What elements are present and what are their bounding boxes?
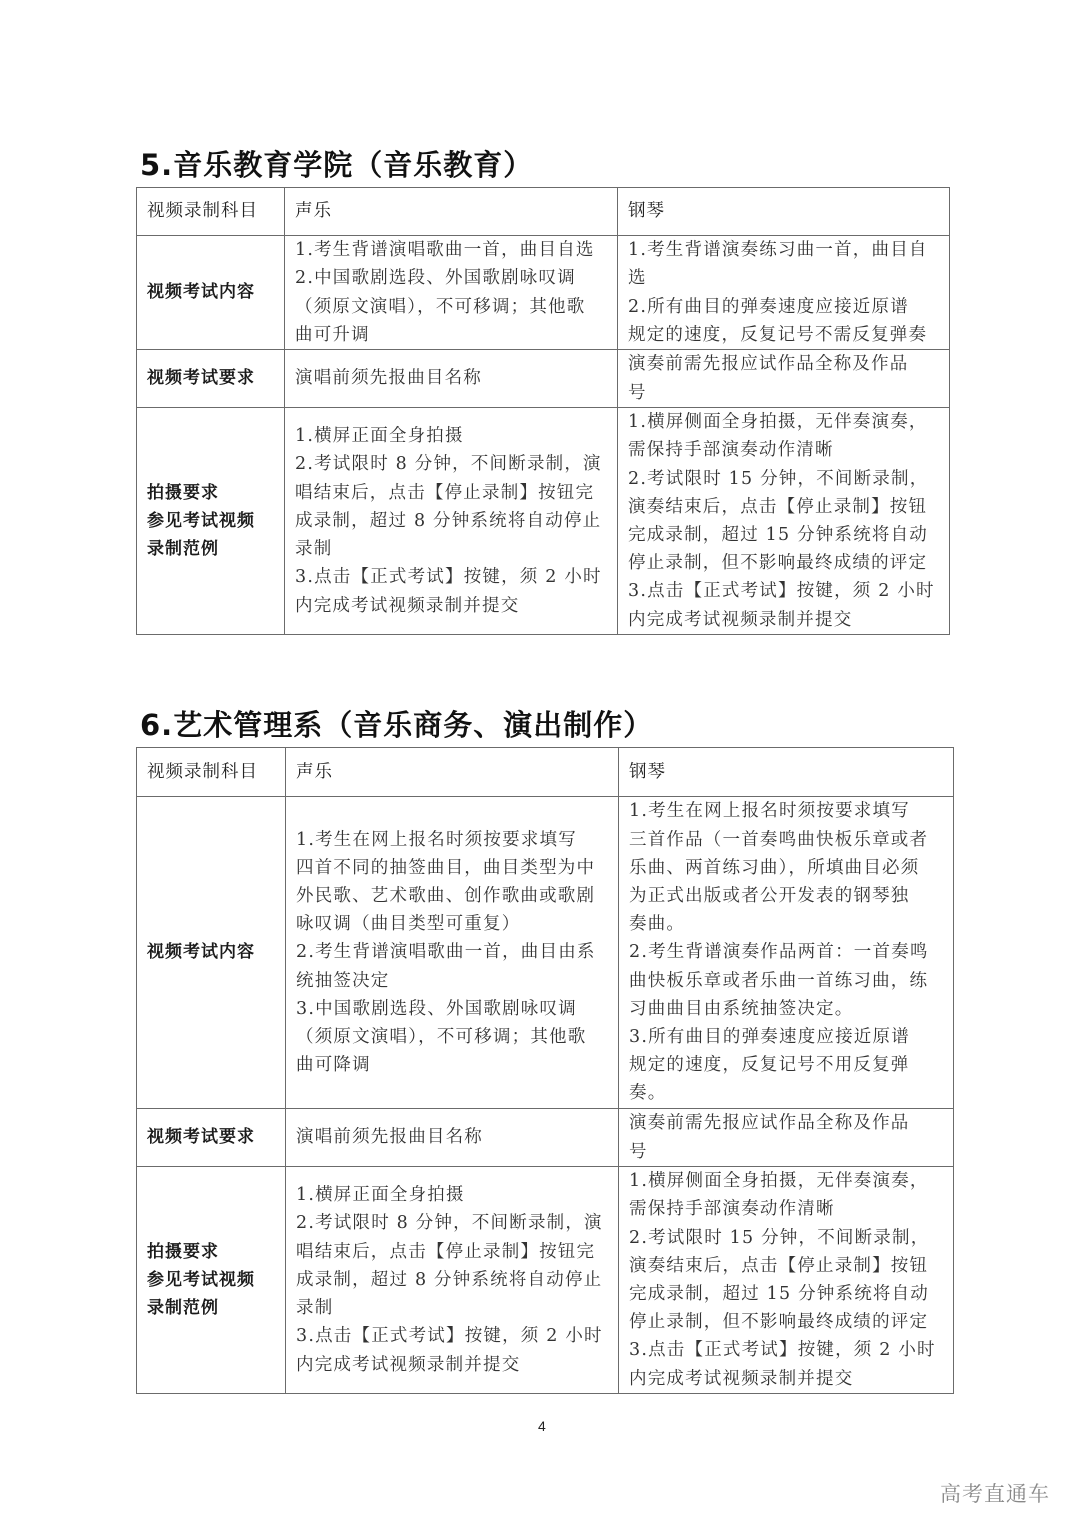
text-line: 习曲曲目由系统抽签决定。 [629,998,854,1019]
text-line: 2.考试限时 8 分钟，不间断录制，演 [295,454,602,475]
header-piano: 钢琴 [618,188,950,236]
text-line: 内完成考试视频录制并提交 [628,609,853,630]
piano-cell [619,797,954,1109]
text-line: 1.考生背谱演唱歌曲一首，曲目自选 [295,240,595,261]
text-line: 参见考试视频 [147,510,255,531]
text-line: 3.点击【正式考试】按键，须 2 小时 [629,1340,936,1361]
table-row-exam-requirement [137,1109,954,1167]
text-line: 2.考试限时 15 分钟，不间断录制， [629,1227,930,1248]
text-line: 选 [628,268,647,289]
row-label [137,408,285,635]
text-line: 四首不同的抽签曲目，曲目类型为中 [296,857,596,878]
text-line: 停止录制，但不影响最终成绩的评定 [629,1312,929,1333]
page-number: 4 [538,1418,546,1434]
table-row-exam-requirement [137,350,950,408]
piano-cell [618,408,950,635]
text-line: 演奏结束后，点击【停止录制】按钮 [628,496,928,517]
piano-cell [618,236,950,350]
text-line: 1.横屏正面全身拍摄 [295,426,464,447]
text-line: 拍摄要求 [147,482,219,503]
header-piano: 钢琴 [619,748,954,797]
text-line: 演奏前需先报应试作品全称及作品 [628,354,909,375]
row-label [137,797,286,1109]
header-subject: 视频录制科目 [137,748,286,797]
text-line: 2.所有曲目的弹奏速度应接近原谱 [628,296,909,317]
row-label [137,350,285,408]
table-row-exam-content [137,797,954,1109]
text-line: 曲可升调 [295,324,370,345]
text-line: 3.点击【正式考试】按键，须 2 小时 [628,581,935,602]
text-line: 2.考试限时 8 分钟，不间断录制，演 [296,1213,603,1234]
vocal-cell [286,1167,619,1394]
vocal-cell [285,350,618,408]
text-line: 奏曲。 [629,914,686,935]
text-line: 内完成考试视频录制并提交 [295,595,520,616]
text-line: 曲可降调 [296,1055,371,1076]
text-line: 视频考试要求 [147,368,255,389]
piano-cell [619,1167,954,1394]
exam-table-music-education [136,187,950,635]
text-line: 1.考生在网上报名时须按要求填写 [629,801,910,822]
text-line: 拍摄要求 [147,1241,219,1262]
text-line: 演唱前须先报曲目名称 [296,1127,483,1148]
section-title-arts-management: 6.艺术管理系（音乐商务、演出制作） [140,708,654,742]
text-line: 演奏前需先报应试作品全称及作品 [629,1113,910,1134]
text-line: 内完成考试视频录制并提交 [629,1368,854,1389]
text-line: 需保持手部演奏动作清晰 [628,440,834,461]
text-line: 为正式出版或者公开发表的钢琴独 [629,885,910,906]
header-vocal: 声乐 [286,748,619,797]
text-line: 2.中国歌剧选段、外国歌剧咏叹调 [295,268,576,289]
text-line: 2.考生背谱演唱歌曲一首，曲目由系 [296,942,596,963]
row-label [137,1167,286,1394]
text-line: 咏叹调（曲目类型可重复） [296,914,521,935]
text-line: 三首作品（一首奏鸣曲快板乐章或者 [629,829,929,850]
text-line: 视频考试内容 [147,942,255,963]
text-line: 规定的速度，反复记号不用反复弹 [629,1055,910,1076]
text-line: 演唱前须先报曲目名称 [295,368,482,389]
vocal-cell [285,236,618,350]
table-row-filming-requirement [137,408,950,635]
text-line: 3.中国歌剧选段、外国歌剧咏叹调 [296,998,577,1019]
text-line: 乐曲、两首练习曲），所填曲目必须 [629,857,920,878]
text-line: 录制 [295,539,333,560]
text-line: 曲快板乐章或者乐曲一首练习曲，练 [629,970,929,991]
text-line: 统抽签决定 [296,970,390,991]
text-line: 1.考生背谱演奏练习曲一首，曲目自 [628,240,928,261]
text-line: 完成录制，超过 15 分钟系统将自动 [629,1284,929,1304]
text-line: 需保持手部演奏动作清晰 [629,1199,835,1220]
text-line: 2.考生背谱演奏作品两首：一首奏鸣 [629,942,929,963]
piano-cell [618,350,950,408]
exam-table-arts-management [136,747,954,1394]
text-line: 录制 [296,1298,334,1319]
table-row-exam-content [137,236,950,350]
text-line: 录制范例 [147,539,219,560]
header-subject: 视频录制科目 [137,188,285,236]
text-line: 唱结束后，点击【停止录制】按钮完 [295,482,595,503]
text-line: 视频考试要求 [147,1127,255,1148]
text-line: 3.点击【正式考试】按键，须 2 小时 [295,567,602,588]
vocal-cell [285,408,618,635]
text-line: 1.考生在网上报名时须按要求填写 [296,829,577,850]
text-line: 完成录制，超过 15 分钟系统将自动 [628,525,928,545]
text-line: 1.横屏侧面全身拍摄，无伴奏演奏， [628,412,928,433]
text-line: 成录制，超过 8 分钟系统将自动停止 [296,1269,603,1290]
text-line: （须原文演唱），不可移调；其他歌 [295,296,586,317]
text-line: 录制范例 [147,1298,219,1319]
text-line: 停止录制，但不影响最终成绩的评定 [628,553,928,574]
text-line: 3.点击【正式考试】按键，须 2 小时 [296,1326,603,1347]
text-line: 成录制，超过 8 分钟系统将自动停止 [295,510,602,531]
text-line: 号 [628,382,647,403]
table-header-row [137,748,954,797]
row-label [137,236,285,350]
header-vocal: 声乐 [285,188,618,236]
vocal-cell [286,797,619,1109]
text-line: 唱结束后，点击【停止录制】按钮完 [296,1241,596,1262]
text-line: 2.考试限时 15 分钟，不间断录制， [628,468,929,489]
watermark: 高考直通车 [940,1482,1050,1506]
section-title-music-education: 5.音乐教育学院（音乐教育） [140,148,534,182]
text-line: 1.横屏侧面全身拍摄，无伴奏演奏， [629,1171,929,1192]
text-line: 3.所有曲目的弹奏速度应接近原谱 [629,1027,910,1047]
text-line: 号 [629,1141,648,1162]
text-line: 奏。 [629,1083,667,1104]
table-row-filming-requirement [137,1167,954,1394]
text-line: 参见考试视频 [147,1269,255,1290]
row-label [137,1109,286,1167]
piano-cell [619,1109,954,1167]
text-line: 内完成考试视频录制并提交 [296,1354,521,1375]
table-header-row [137,188,950,236]
text-line: 演奏结束后，点击【停止录制】按钮 [629,1255,929,1276]
text-line: 1.横屏正面全身拍摄 [296,1185,465,1206]
vocal-cell [286,1109,619,1167]
text-line: （须原文演唱），不可移调；其他歌 [296,1027,587,1047]
text-line: 规定的速度，反复记号不需反复弹奏 [628,324,928,345]
text-line: 视频考试内容 [147,282,255,303]
text-line: 外民歌、艺术歌曲、创作歌曲或歌剧 [296,885,596,906]
